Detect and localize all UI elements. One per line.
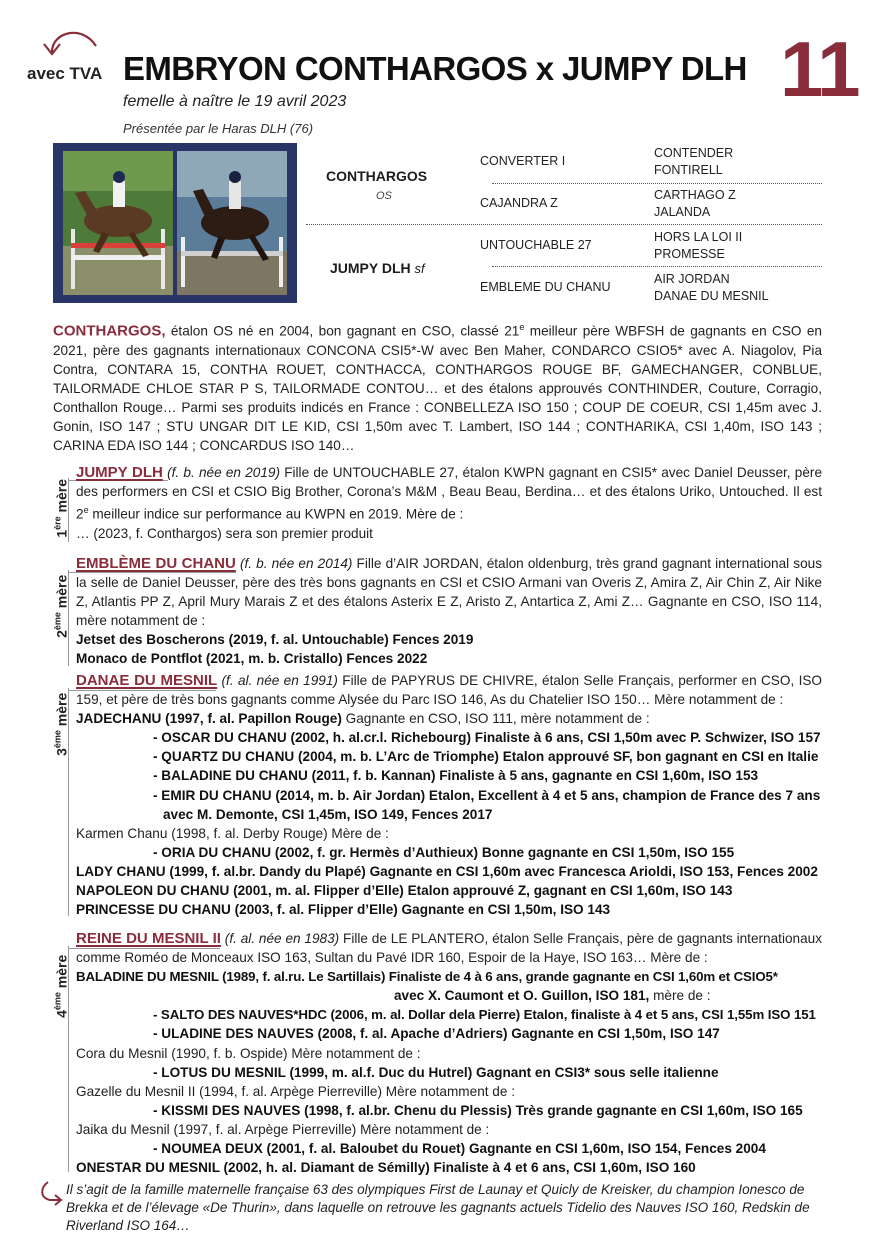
- pedigree-sire: CONTHARGOS: [326, 168, 428, 184]
- mere3-jade-progeny-4-cont: avec M. Demonte, CSI 1,45m, ISO 149, Fences 2017: [163, 806, 493, 822]
- mere3-label: 3ème mère: [52, 692, 70, 756]
- pedigree-gen3-8: DANAE DU MESNIL: [654, 289, 769, 303]
- pedigree-divider-dam: [492, 266, 822, 267]
- mere3-jadechanu: JADECHANU (1997, f. al. Papillon Rouge) Gagnante en CSO, ISO 111, mère notamment de :: [76, 711, 650, 727]
- mere4-baladine-cont: avec X. Caumont et O. Guillon, ISO 181, mère de :: [394, 988, 711, 1004]
- family-note: Il s’agit de la famille maternelle française 63 des olympiques First de Launay et Quicly de Kreisker, du champion Ionesco de Brekka et de l’élevage «De Thurin», dans laquelle on retrouve les gagnants actuels Tidelio des Nauves ISO 160, Redskin de Riverland ISO 164…: [66, 1182, 810, 1233]
- mere4-baladine-progeny-2: - ULADINE DES NAUVES (2008, f. al. Apache d’Adriers) Gagnante en CSI 1,50m, ISO 147: [153, 1026, 720, 1042]
- mere3-other-2: NAPOLEON DU CHANU (2001, m. al. Flipper d’Elle) Etalon approuvé Z, gagnant en CSI 1,60m, ISO 143: [76, 883, 733, 899]
- mere4-block: [76, 929, 822, 1177]
- page-title: EMBRYON CONTHARGOS x JUMPY DLH: [123, 50, 747, 87]
- pedigree-sire-breed: OS: [376, 190, 392, 202]
- mere4-baladine-progeny-1: - SALTO DES NAUVES*HDC (2006, m. al. Dollar dela Pierre) Etalon, finaliste à 4 et 5 ans, CSI 1,55m ISO 151: [153, 1007, 816, 1023]
- mere4-baladine: BALADINE DU MESNIL (1989, f. al.ru. Le Sartillais) Finaliste de 4 à 6 ans, grande gagnante en CSI 1,60m et CSIO5*: [76, 969, 778, 985]
- mere4-gazelle-progeny: - KISSMI DES NAUVES (1998, f. al.br. Chenu du Plessis) Très grande gagnante en CSI 1,60m, ISO 165: [153, 1102, 803, 1118]
- presenter: Présentée par le Haras DLH (76): [123, 121, 314, 136]
- mere4-jaika-progeny: - NOUMEA DEUX (2001, f. al. Baloubet du Rouet) Gagnante en CSI 1,60m, ISO 154, Fences 2004: [153, 1141, 766, 1157]
- mere3-block: [76, 671, 822, 919]
- pedigree-gen3-4: JALANDA: [654, 205, 711, 219]
- curved-arrow-icon: [40, 24, 100, 64]
- mere4-jaika: Jaika du Mesnil (1997, f. al. Arpège Pierreville) Mère notamment de :: [76, 1121, 490, 1137]
- mere4-gazelle: Gazelle du Mesnil II (1994, f. al. Arpège Pierreville) Mère notamment de :: [76, 1083, 515, 1099]
- lot-number: 11: [780, 25, 859, 113]
- sire-description: CONTHARGOS, étalon OS né en 2004, bon gagnant en CSO, classé 21e meilleur père WBFSH de gagnants en CSO en 2021, père des gagnants internationaux CONCONA CSI5*-W avec Ben Maher, CONDARCO CSIO5* avec A. Niagolov, Pia Contra, CONTARA 15, CONTHA ROUET, CONTHACCA, CONTHARGOS ROUGE BF, GAMECHANGER, CONBLUE, TAILORMADE CHLOE STAR P S, TAILORMADE CONTOU… et des étalons approuvés CONTHINDER, Couture, Corragio, Conthallon Rouge… Parmi ses produits indicés en France : CONBELLEZA ISO 150 ; COUP DE COEUR, CSI 1,45m avec J. Gonin, ISO 147 ; STU UNGAR DIT LE KID, CSI 1,50m avec T. Lambert, ISO 144 ; CONTHARIKA, CSI 1,40m, ISO 143 ; CARINA EDA ISO 144 ; CONCARDUS ISO 140…: [53, 322, 822, 453]
- mere4-onestar: ONESTAR DU MESNIL (2002, h. al. Diamant de Sémilly) Finaliste à 4 et 6 ans, CSI 1,60m, ISO 160: [76, 1160, 696, 1176]
- pedigree-gen3-2: FONTIRELL: [654, 163, 723, 177]
- pedigree-divider-sire: [492, 183, 822, 184]
- mere1-block: [76, 463, 822, 543]
- mere3-jade-progeny-1: - OSCAR DU CHANU (2002, h. al.cr.l. Richebourg) Finaliste à 6 ans, CSI 1,50m avec P. Schwizer, ISO 157: [153, 730, 821, 746]
- mere3-other-1: LADY CHANU (1999, f. al.br. Dandy du Plapé) Gagnante en CSI 1,60m avec Francesca Arioldi, ISO 153, Fences 2002: [76, 863, 818, 879]
- mere4-description: REINE DU MESNIL II (f. al. née en 1983) Fille de LE PLANTERO, étalon Selle Français, père de gagnants internationaux comme Roméo de Monceaux ISO 163, Sultan du Pavé IDR 160, Espoir de la Haye, ISO 163… Mère de :: [76, 930, 823, 966]
- pedigree-gen2-2: CAJANDRA Z: [480, 196, 558, 210]
- horse-photo-right: [177, 151, 287, 295]
- mere3-karmen: Karmen Chanu (1998, f. al. Derby Rouge) Mère de :: [76, 825, 389, 841]
- mere2-label: 2ème mère: [52, 574, 70, 638]
- horse-photo-left: [63, 151, 173, 295]
- mere2-progeny-1: Jetset des Boscherons (2019, f. al. Untouchable) Fences 2019: [76, 632, 474, 648]
- pedigree-gen3-5: HORS LA LOI II: [654, 230, 743, 244]
- subtitle: femelle à naître le 19 avril 2023: [123, 93, 347, 110]
- pedigree-gen3-1: CONTENDER: [654, 146, 734, 160]
- mere3-description: DANAE DU MESNIL (f. al. née en 1991) Fille de PAPYRUS DE CHIVRE, étalon Selle Français, performer en CSO, ISO 159, et père de très bons gagnants comme Alysée du Parc ISO 146, As du Chatelier ISO 150… Mère notamment de :: [76, 672, 822, 708]
- pedigree-divider-main: [306, 224, 822, 225]
- mere3-jade-progeny-2: - QUARTZ DU CHANU (2004, m. b. L’Arc de Triomphe) Etalon approuvé SF, bon gagnant en CSI en Italie: [153, 749, 819, 765]
- pedigree-dam: JUMPY DLH sf: [330, 260, 425, 276]
- mere3-karmen-progeny: - ORIA DU CHANU (2002, f. gr. Hermès d’Authieux) Bonne gagnante en CSI 1,50m, ISO 155: [153, 844, 735, 860]
- mere1-description: JUMPY DLH (f. b. née en 2019) Fille de UNTOUCHABLE 27, étalon KWPN gagnant en CSI5* avec Daniel Deusser, père des performers en CSI et CSIO Big Brother, Corona’s M&M , Beau Beau, Berdina… et des étalons Uriko, Untouched. Il est 2e meilleur indice sur performance au KWPN en 2019. Mère de :: [76, 464, 823, 522]
- mere3-jade-progeny-4: - EMIR DU CHANU (2014, m. b. Air Jordan) Etalon, Excellent à 4 et 5 ans, champion de France des 7 ans: [153, 787, 821, 803]
- pedigree-gen3-6: PROMESSE: [654, 247, 725, 261]
- mere3-other-3: PRINCESSE DU CHANU (2003, f. al. Flipper d’Elle) Gagnante en CSI 1,50m, ISO 143: [76, 902, 611, 918]
- mere2-description: EMBLÈME DU CHANU (f. b. née en 2014) Fille d’AIR JORDAN, étalon oldenburg, très grand gagnant international sous la selle de Daniel Deusser, père des très bons gagnants en CSI et CSIO Armani van Overis Z, Amira Z, Air Chin Z, Air Nike Z, Atlantis PP Z, April Mury Marais Z et des étalons Asterix E Z, Aristo Z, Antartica Z, Ami Z… Gagnante en CSO, ISO 114, mère notamment de :: [76, 555, 823, 629]
- mere3-jade-progeny-3: - BALADINE DU CHANU (2011, f. b. Kannan) Finaliste à 5 ans, gagnante en CSI 1,60m, ISO 153: [153, 768, 759, 784]
- pedigree-gen2-3: UNTOUCHABLE 27: [480, 238, 592, 252]
- mere2-block: [76, 554, 822, 669]
- pedigree-gen3-7: AIR JORDAN: [654, 272, 730, 286]
- hook-arrow-icon: [38, 1180, 64, 1206]
- mere4-cora: Cora du Mesnil (1990, f. b. Ospide) Mère notamment de :: [76, 1045, 421, 1061]
- tva-label: avec TVA: [27, 64, 103, 83]
- mere2-progeny-2: Monaco de Pontflot (2021, m. b. Cristallo) Fences 2022: [76, 651, 428, 667]
- mere1-progeny: … (2023, f. Conthargos) sera son premier produit: [76, 525, 373, 541]
- pedigree-gen2-4: EMBLEME DU CHANU: [480, 280, 611, 294]
- mere1-label: 1ère mère: [52, 479, 70, 538]
- horse-photos: [53, 143, 297, 303]
- mere4-label: 4ème mère: [52, 954, 70, 1018]
- mere4-cora-progeny: - LOTUS DU MESNIL (1999, m. al.f. Duc du Hutrel) Gagnant en CSI3* sous selle italienne: [153, 1064, 719, 1080]
- pedigree-gen2-1: CONVERTER I: [480, 154, 566, 168]
- pedigree-gen3-3: CARTHAGO Z: [654, 188, 736, 202]
